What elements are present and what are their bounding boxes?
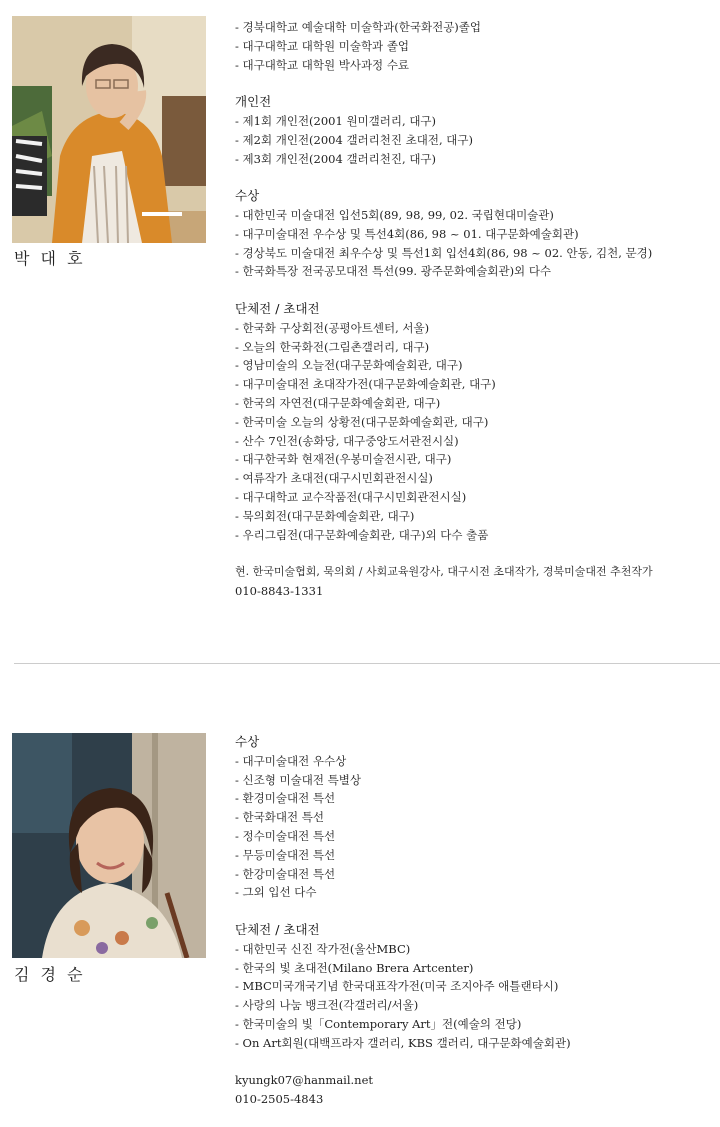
artist-photo-kim: [12, 733, 206, 958]
list-item: - 대한민국 미술대전 입선5회(89, 98, 99, 02. 국립현대미술관): [235, 207, 554, 222]
list-item: - 한강미술대전 특선: [235, 866, 336, 881]
list-item: - 환경미술대전 특선: [235, 791, 336, 806]
list-item: - On Art회원(대백프라자 갤러리, KBS 갤러리, 대구문화예술회관): [235, 1035, 571, 1050]
list-item: - 대구미술대전 우수상: [235, 753, 347, 768]
list-item: - 한국의 빛 초대전(Milano Brera Artcenter): [235, 960, 474, 975]
list-item: - 정수미술대전 특선: [235, 828, 336, 843]
list-item: - 제3회 개인전(2004 갤러리천진, 대구): [235, 151, 437, 166]
list-item: - 한국화특장 전국공모대전 특선(99. 광주문화예술회관)외 다수: [235, 264, 552, 279]
list-item: - 대구미술대전 우수상 및 특선4회(86, 98 ~ 01. 대구문화예술회관): [235, 226, 579, 241]
list-item: - 우리그림전(대구문화예술회관, 대구)외 다수 출품: [235, 527, 489, 542]
list-item: - 사랑의 나눔 뱅크전(각갤러리/서울): [235, 998, 419, 1013]
list-item: - MBC미국개국기념 한국대표작가전(미국 조지아주 애틀랜타시): [235, 979, 559, 994]
phone-number: 010-8843-1331: [235, 583, 324, 598]
affiliation-text: 현. 한국미술협회, 묵의회 / 사회교육원강사, 대구시전 초대작가, 경북미술대전 추천작가: [235, 565, 653, 579]
education-list: [235, 18, 715, 74]
artist-bio-kim: [235, 733, 715, 1109]
list-item: - 한국미술 오늘의 상황전(대구문화예술회관, 대구): [235, 414, 489, 429]
section-heading: 수상: [235, 734, 260, 749]
profile-kim: [0, 666, 720, 1127]
list-item: - 여류작가 초대전(대구시민회관전시실): [235, 471, 433, 486]
list-item: - 산수 7인전(송화당, 대구중앙도서관전시실): [235, 433, 459, 448]
list-item: - 한국의 자연전(대구문화예술회관, 대구): [235, 395, 441, 410]
list-item: - 대구미술대전 초대작가전(대구문화예술회관, 대구): [235, 377, 496, 392]
list-item: - 한국화대전 특선: [235, 810, 324, 825]
list-item: - 묵의회전(대구문화예술회관, 대구): [235, 508, 415, 523]
list-item: - 무등미술대전 특선: [235, 847, 336, 862]
list-item: - 그외 입선 다수: [235, 885, 317, 900]
list-item: - 대한민국 신진 작가전(울산MBC): [235, 941, 411, 956]
artist-photo-park: [12, 16, 206, 243]
section-divider: [14, 663, 720, 664]
list-item: - 한국미술의 빛「Contemporary Art」전(예술의 전당): [235, 1016, 522, 1031]
section-heading: 개인전: [235, 94, 272, 110]
list-item: - 오늘의 한국화전(그림촌갤러리, 대구): [235, 339, 430, 354]
section-heading: 단체전 / 초대전: [235, 921, 320, 937]
list-item: - 제1회 개인전(2001 원미갤러리, 대구): [235, 113, 437, 128]
artist-name-kim: 김 경 순: [14, 965, 86, 984]
email-text: kyungk07@hanmail.net: [235, 1073, 374, 1088]
phone-number: 010-2505-4843: [235, 1092, 324, 1107]
list-item: - 대구한국화 현재전(우봉미술전시관, 대구): [235, 452, 452, 467]
list-item: - 대구대학교 대학원 박사과정 수료: [235, 57, 410, 72]
list-item: - 신조형 미술대전 특별상: [235, 772, 361, 787]
list-item: - 경상북도 미술대전 최우수상 및 특선1회 입선4회(86, 98 ~ 02. 안동, 김천, 문경): [235, 245, 653, 260]
artist-name-park: 박 대 호: [14, 249, 86, 268]
section-heading: 수상: [235, 188, 260, 204]
list-item: - 경북대학교 예술대학 미술학과(한국화전공)졸업: [235, 20, 482, 34]
list-item: - 영남미술의 오늘전(대구문화예술회관, 대구): [235, 358, 463, 373]
list-item: - 대구대학교 교수작품전(대구시민회관전시실): [235, 489, 467, 504]
list-item: - 제2회 개인전(2004 갤러리천진 초대전, 대구): [235, 132, 474, 147]
list-item: - 대구대학교 대학원 미술학과 졸업: [235, 38, 410, 53]
artist-bio-park: [235, 18, 715, 601]
section-heading: 단체전 / 초대전: [235, 300, 320, 316]
list-item: - 한국화 구상회전(공평아트센터, 서울): [235, 320, 430, 335]
